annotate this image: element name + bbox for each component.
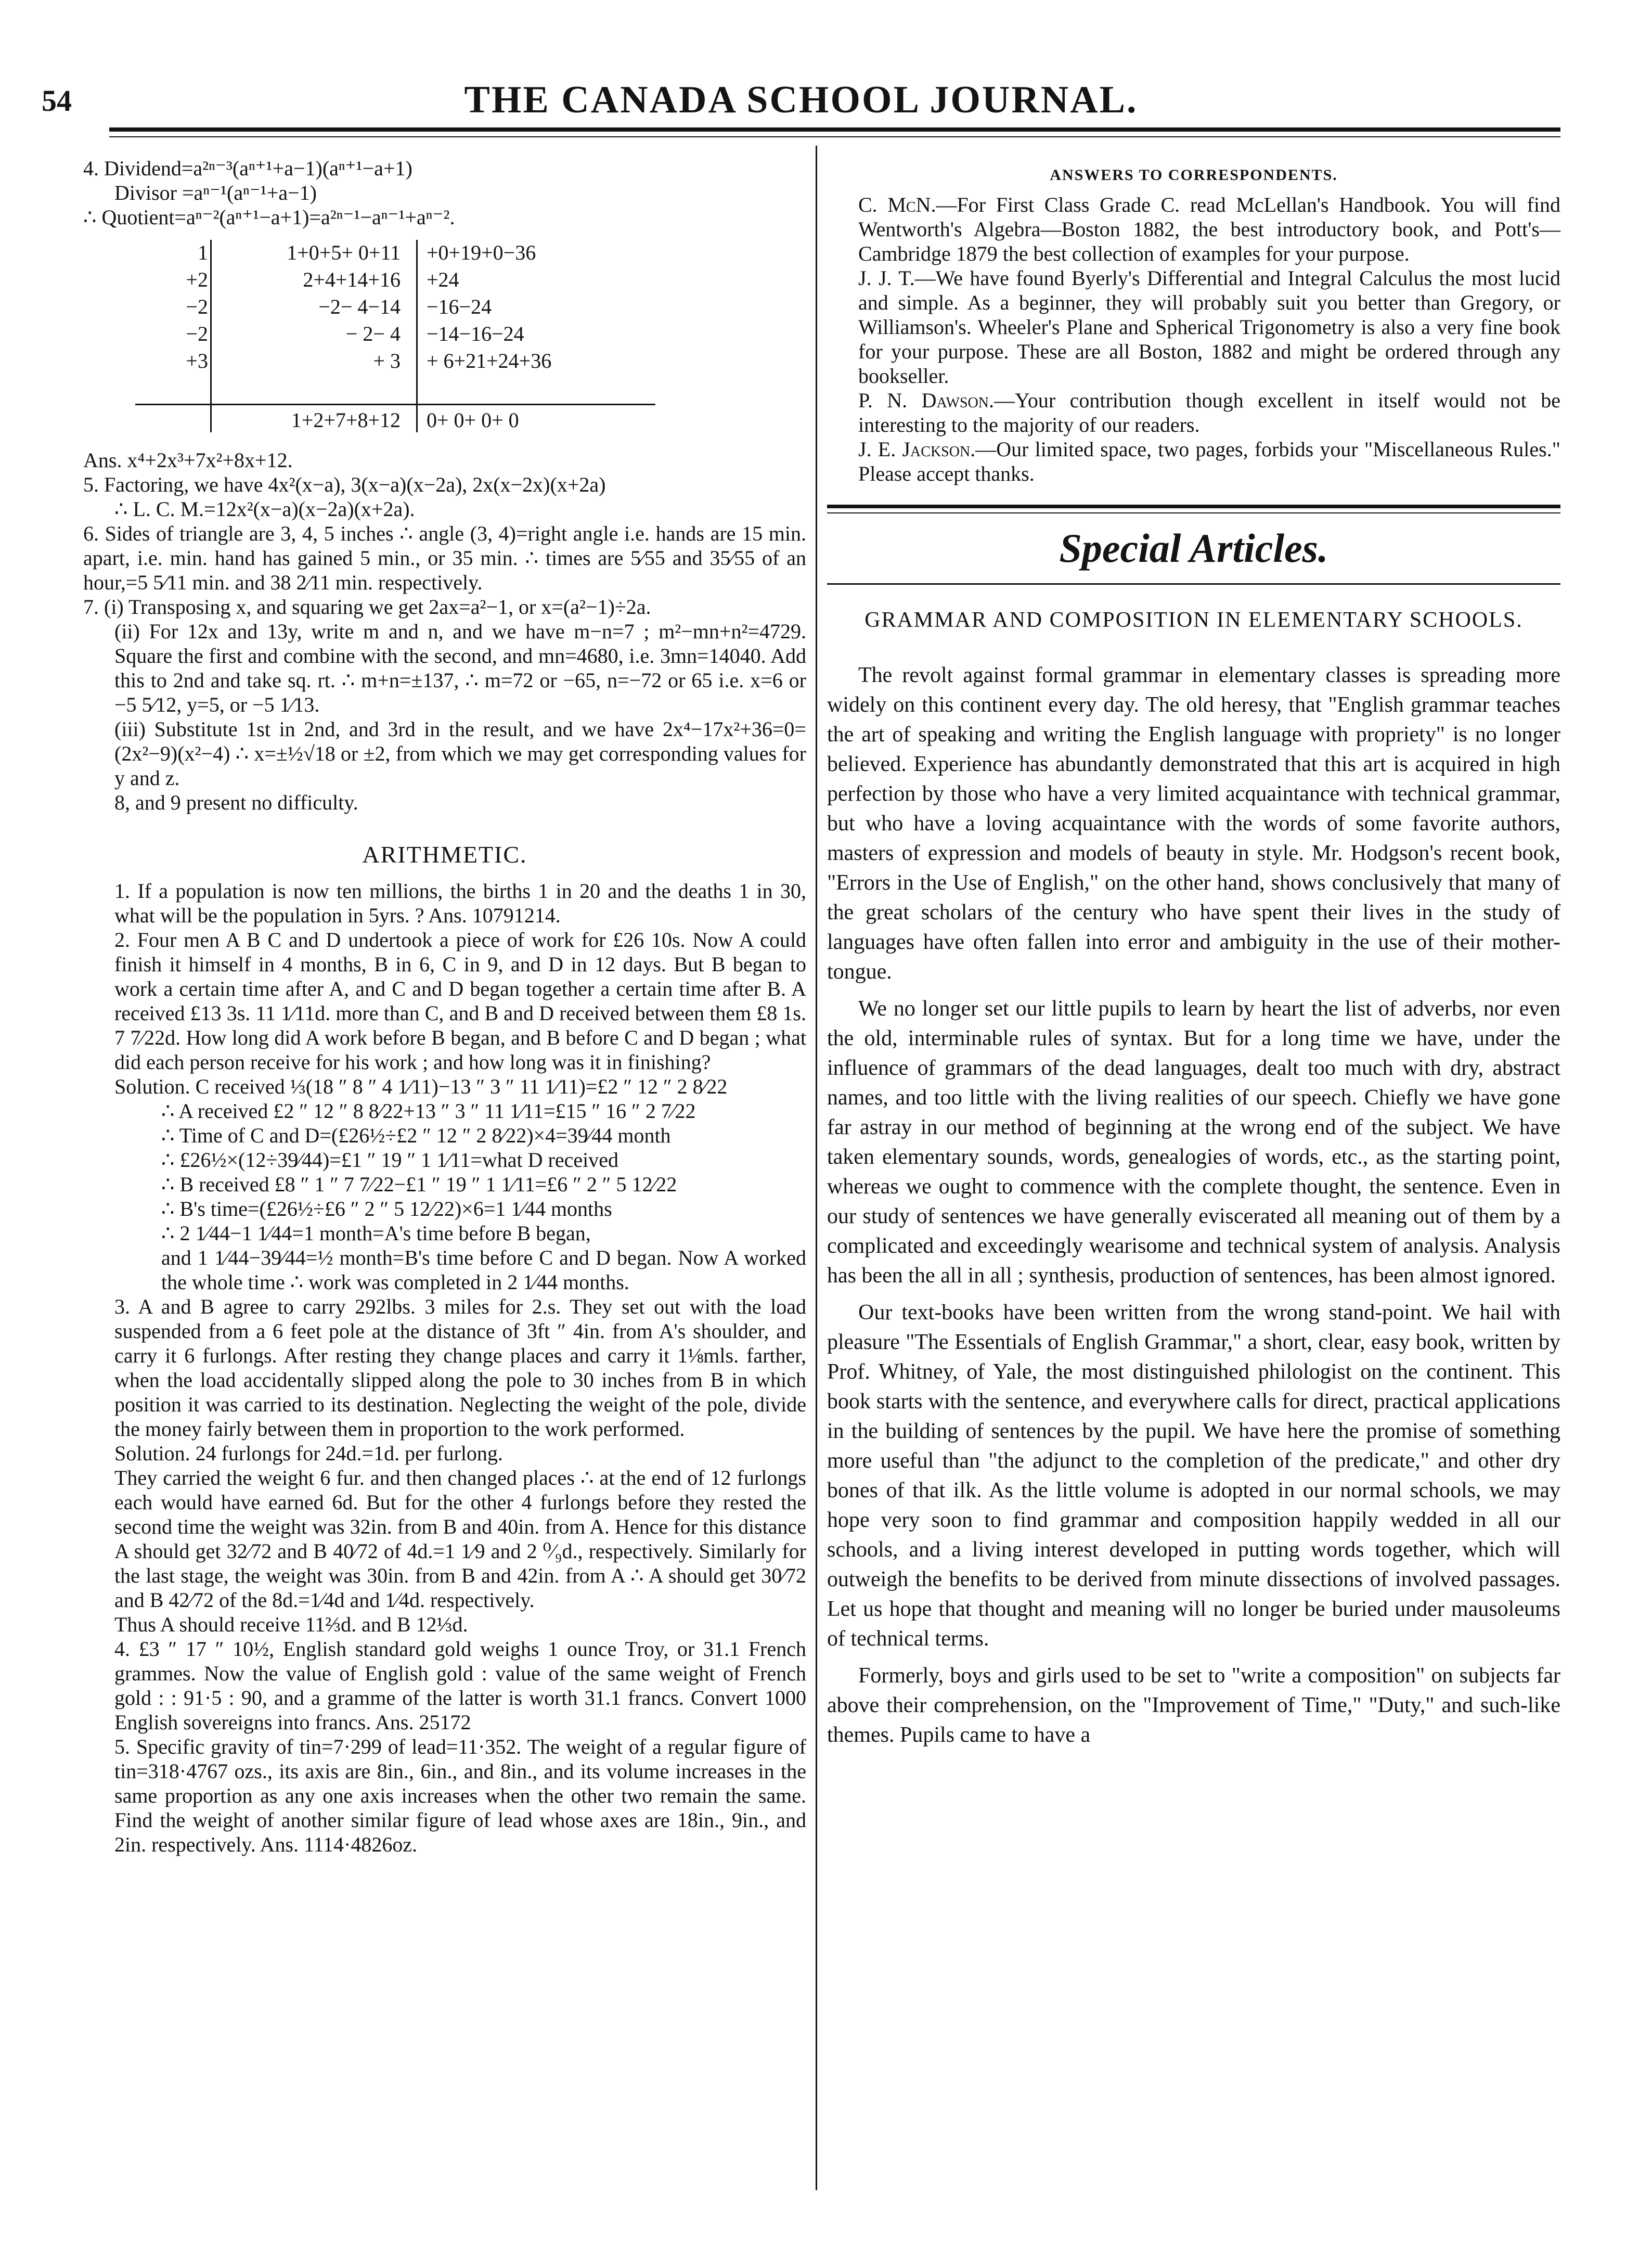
algebra-line: ∴ L. C. M.=12x²(x−a)(x−2a)(x+2a).: [114, 497, 415, 521]
row-multiplier: 1: [198, 241, 208, 264]
problem-text: 5. Specific gravity of tin=7·299 of lead=11·352. The weight of a regular figure of tin=318·4767 ozs., its axis are 8in., 6in., and 8in., and its volume increases in the same proportion as any one axis increases when the other two remain the same. Find the weight of another similar figure of lead whose axes are 18in., 9in., and 2in. respectively. Ans. 1114·4826oz.: [114, 1735, 806, 1856]
algebra-line: 4. Dividend=a²ⁿ⁻³(aⁿ⁺¹+a−1)(aⁿ⁺¹−a+1): [83, 157, 412, 180]
solution-line: Thus A should receive 11⅔d. and B 12⅓d.: [114, 1613, 468, 1636]
solution-line: ∴ 2 1⁄44−1 1⁄44=1 month=A's time before B began,: [161, 1222, 591, 1245]
correspondent-name: J. E. Jackson.: [858, 438, 976, 461]
solution-line: ∴ £26½×(12÷39⁄44)=£1 ″ 19 ″ 1 1⁄11=what D received: [161, 1148, 619, 1172]
page-number: 54: [42, 84, 72, 118]
row-part-b: + 6+21+24+36: [427, 349, 552, 372]
left-column: [83, 156, 806, 1857]
answer-text: —For First Class Grade C. read McLellan's Handbook. You will find Wentworth's Algebra—Boston 1882, the best introductory book, and Pott's—Cambridge 1879 the best collection of examples for your purpose.: [858, 193, 1560, 265]
arithmetic-heading: ARITHMETIC.: [362, 841, 527, 868]
right-column: [827, 156, 1560, 1757]
solution-line: ∴ Time of C and D=(£26½÷£2 ″ 12 ″ 2 8⁄22)×4=39⁄44 month: [161, 1124, 671, 1147]
solution-line: They carried the weight 6 fur. and then changed places ∴ at the end of 12 furlongs each would have earned 6d. But for the other 4 furlongs before they rested the second time the weight was 32in. from B and 40in. from A. Hence for this distance A should get 32⁄72 and B 40⁄72 of 4d.=1 1⁄9 and 2 ⁰⁄₉d., respectively. Similarly for the last stage, the weight was 30in. from B and 42in. from A ∴ A should get 30⁄72 and B 42⁄72 of the 8d.=1⁄4d and 1⁄4d. respectively.: [114, 1466, 806, 1612]
table-row: [83, 321, 655, 347]
table-rule: [135, 404, 655, 405]
solution-line: Solution. C received ⅓(18 ″ 8 ″ 4 1⁄11)−13 ″ 3 ″ 11 1⁄11)=£2 ″ 12 ″ 2 8⁄22: [114, 1075, 728, 1098]
answers-to-correspondents: [827, 192, 1560, 486]
table-row: [83, 348, 655, 374]
answer-entry: [827, 388, 1560, 437]
solution-line: ∴ B's time=(£26½÷£6 ″ 2 ″ 5 12⁄22)×6=1 1⁄44 months: [161, 1197, 612, 1220]
answer-entry: [827, 437, 1560, 486]
row-multiplier: −2: [186, 295, 208, 318]
algebra-line: 8, and 9 present no difficulty.: [114, 791, 358, 814]
row-multiplier: −2: [186, 322, 208, 345]
synthetic-division-table: [83, 240, 806, 438]
article-title: GRAMMAR AND COMPOSITION IN ELEMENTARY SCHOOLS.: [864, 608, 1523, 632]
row-multiplier: +3: [186, 349, 208, 372]
answers-heading: ANSWERS TO CORRESPONDENTS.: [1050, 166, 1338, 184]
problem-text: 3. A and B agree to carry 292lbs. 3 miles for 2.s. They set out with the load suspended from a 6 feet pole at the distance of 3ft ″ 4in. from A's shoulder, and carry it 6 furlongs. After resting they change places and carry it 1⅛mls. farther, when the load accidentally slipped along the pole to 30 inches from B in which position it was carried to its destination. Neglecting the weight of the pole, divide the money fairly between them in proportion to the work performed.: [114, 1295, 806, 1441]
algebra-line: Divisor =aⁿ⁻¹(aⁿ⁻¹+a−1): [114, 181, 317, 204]
problem-text: 4. £3 ″ 17 ″ 10½, English standard gold weighs 1 ounce Troy, or 31.1 French grammes. Now the value of English gold : value of the same weight of French gold : : 91·5 : 90, and a gramme of the latter is worth 31.1 francs. Convert 1000 English sovereigns into francs. Ans. 25172: [114, 1637, 806, 1734]
algebra-line: (iii) Substitute 1st in 2nd, and 3rd in the result, and we have 2x⁴−17x²+36=0=(2x²−9)(x²−4) ∴ x=±½√18 or ±2, from which we may get corresponding values for y and z.: [114, 717, 806, 790]
algebra-top: [83, 156, 806, 229]
arithmetic-section: [83, 879, 806, 1857]
problem-text: 1. If a population is now ten millions, the births 1 in 20 and the deaths 1 in 30, what will be the population in 5yrs. ? Ans. 10791214.: [114, 879, 806, 927]
correspondent-name: P. N. Dawson.: [858, 389, 994, 412]
algebra-line: (ii) For 12x and 13y, write m and n, and we have m−n=7 ; m²−mn+n²=4729. Square the first and combine with the second, and mn=4680, i.e. 3mn=14040. Add this to 2nd and take sq. rt. ∴ m+n=±137, ∴ m=72 or −65, n=−72 or 65 i.e. x=6 or −5 5⁄12, y=5, or −5 1⁄13.: [114, 620, 806, 716]
row-part-a: − 2− 4: [345, 322, 401, 345]
answer-text: —Your contribution though excellent in itself would not be interesting to the majority of our readers.: [858, 389, 1560, 436]
solution-line: ∴ A received £2 ″ 12 ″ 8 8⁄22+13 ″ 3 ″ 11 1⁄11=£15 ″ 16 ″ 2 7⁄22: [161, 1099, 696, 1123]
algebra-line: ∴ Quotient=aⁿ⁻²(aⁿ⁺¹−a+1)=a²ⁿ⁻¹−aⁿ⁻¹+aⁿ⁻².: [83, 205, 455, 229]
header-rule-thin: [109, 136, 1560, 137]
table-row: [83, 240, 655, 266]
algebra-line: 7. (i) Transposing x, and squaring we get 2ax=a²−1, or x=(a²−1)÷2a.: [83, 595, 651, 619]
answer-entry: [827, 192, 1560, 266]
section-rule: [827, 583, 1560, 585]
solution-line: and 1 1⁄44−39⁄44=½ month=B's time before C and D began. Now A worked the whole time ∴ work was completed in 2 1⁄44 months.: [161, 1246, 806, 1294]
row-part-b: 0+ 0+ 0+ 0: [427, 408, 519, 432]
table-row: [83, 267, 655, 293]
article-paragraph: Formerly, boys and girls used to be set to "write a composition" on subjects far above their comprehension, on the "Improvement of Time," "Duty," and such-like themes. Pupils came to have a: [827, 1664, 1560, 1747]
row-part-b: +24: [427, 268, 459, 291]
algebra-line: 5. Factoring, we have 4x²(x−a), 3(x−a)(x−2a), 2x(x−2x)(x+2a): [83, 473, 606, 496]
row-part-a: 1+2+7+8+12: [291, 408, 401, 432]
section-rule: [827, 505, 1560, 513]
algebra-line: Ans. x⁴+2x³+7x²+8x+12.: [83, 448, 293, 472]
special-articles-heading: Special Articles.: [1059, 525, 1328, 571]
row-part-b: −16−24: [427, 295, 492, 318]
row-part-a: −2− 4−14: [318, 295, 401, 318]
article-body: [827, 661, 1560, 1750]
header-rule-thick: [109, 127, 1560, 132]
row-part-a: 1+0+5+ 0+11: [287, 241, 401, 264]
solution-line: Solution. 24 furlongs for 24d.=1d. per furlong.: [114, 1442, 503, 1465]
correspondent-name: J. J. T.: [858, 266, 915, 290]
table-row: [83, 407, 655, 433]
row-multiplier: +2: [186, 268, 208, 291]
page-header: [42, 62, 1560, 120]
article-paragraph: We no longer set our little pupils to learn by heart the list of adverbs, nor even the old, interminable rules of syntax. But for a long time we have, under the influence of grammars of the dead languages, dealt too much with dry, abstract names, and too little with the living realities of our speech. Chiefly we have gone far astray in our method of beginning at the wrong end of the subject. We have taken elementary sounds, words, genealogies of words, etc., as the starting point, whereas we ought to commence with the complete thought, the sentence. Even in our study of sentences we have generally eviscerated all meaning out of them by a complicated and exceedingly wearisome and technical system of analysis. Analysis has been the all in all ; synthesis, production of sentences, has been almost ignored.: [827, 997, 1560, 1288]
answer-text: —We have found Byerly's Differential and Integral Calculus the most lucid and simple. As a beginner, they will probably suit you better than Gregory, or Williamson's. Wheeler's Plane and Spherical Trigonometry is also a very fine book for your purpose. These are all Boston, 1882 and might be ordered through any bookseller.: [858, 266, 1560, 388]
article-paragraph: The revolt against formal grammar in elementary classes is spreading more widely on this continent every day. The old heresy, that "English grammar teaches the art of speaking and writing the English language with propriety" is no longer believed. Experience has abundantly demonstrated that this art is acquired in high perfection by those who have a very limited acquaintance with technical grammar, but who have a loving acquaintance with the words of some favorite authors, masters of expression and models of beauty in style. Mr. Hodgson's recent book, "Errors in the Use of English," on the other hand, shows conclusively that many of the great scholars of the century who have spent their lives in the study of languages have often fallen into error and ambiguity in the use of their mother-tongue.: [827, 663, 1560, 984]
row-part-a: + 3: [373, 349, 401, 372]
row-part-a: 2+4+14+16: [303, 268, 401, 291]
column-divider: [816, 146, 817, 2190]
correspondent-name: C. McN.: [858, 193, 936, 216]
journal-title: THE CANADA SCHOOL JOURNAL.: [464, 79, 1138, 121]
solution-line: ∴ B received £8 ″ 1 ″ 7 7⁄22−£1 ″ 19 ″ 1 1⁄11=£6 ″ 2 ″ 5 12⁄22: [161, 1173, 677, 1196]
algebra-answers: [83, 448, 806, 815]
article-paragraph: Our text-books have been written from the wrong stand-point. We hail with pleasure "The Essentials of English Grammar," a short, clear, easy book, written by Prof. Whitney, of Yale, the most distinguished philologist on the continent. This book starts with the sentence, and everywhere calls for direct, practical applications in the building of sentences by the pupil. We have here the promise of something more useful than "the adjunct to the completion of the predicate," and other dry bones of that ilk. As the little volume is adopted in our normal schools, we may hope very soon to find grammar and composition happily wedded in all our schools, and a living interest developed in putting words together, which will outweigh the benefits to be derived from minute dissections of involved passages. Let us hope that thought and meaning will no longer be buried under mausoleums of technical terms.: [827, 1301, 1560, 1651]
algebra-line: 6. Sides of triangle are 3, 4, 5 inches ∴ angle (3, 4)=right angle i.e. hands are 15 min. apart, i.e. min. hand has gained 5 min., or 35 min. ∴ times are 5⁄55 and 35⁄55 of an hour,=5 5⁄11 min. and 38 2⁄11 min. respectively.: [83, 522, 806, 594]
row-part-b: −14−16−24: [427, 322, 524, 345]
problem-text: 2. Four men A B C and D undertook a piece of work for £26 10s. Now A could finish it himself in 4 months, B in 6, C in 9, and D in 12 days. But B began to work a certain time after A, and C and D began together a certain time after B. A received £13 3s. 11 1⁄11d. more than C, and B and D received between them £8 1s. 7 7⁄22d. How long did A work before B began, and B before C and D began ; what did each person receive for his work ; and how long was it in finishing?: [114, 928, 806, 1074]
answer-entry: [827, 266, 1560, 388]
answer-text: —Our limited space, two pages, forbids your "Miscellaneous Rules." Please accept thanks.: [858, 438, 1560, 485]
row-part-b: +0+19+0−36: [427, 241, 536, 264]
table-row: [83, 294, 655, 320]
